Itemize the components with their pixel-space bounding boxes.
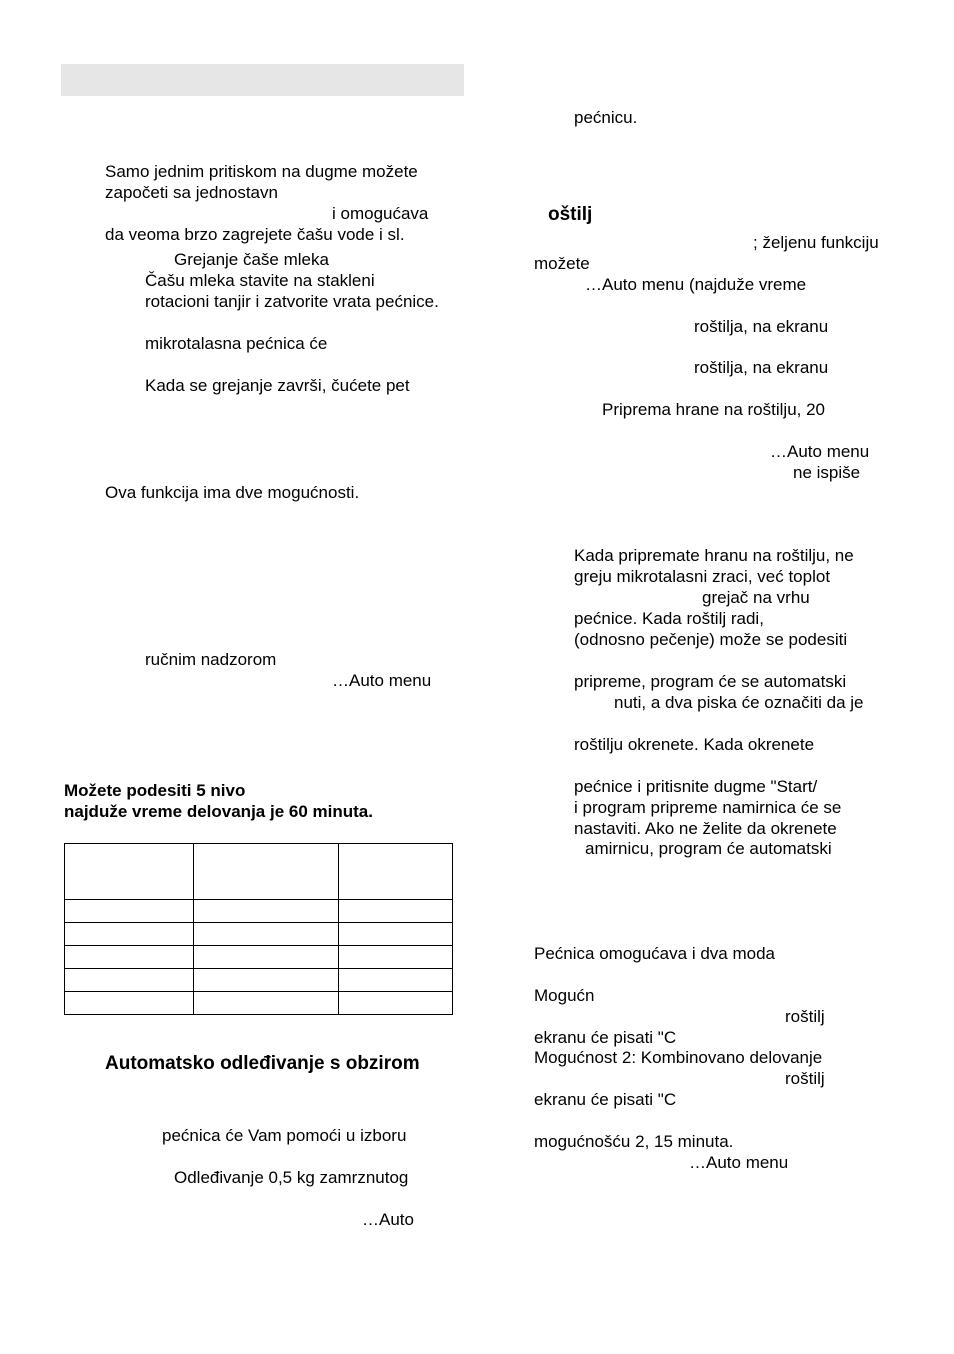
example-line-3: mikrotalasna pećnica će bbox=[145, 334, 328, 353]
section-header-bar bbox=[61, 64, 464, 96]
table-row bbox=[65, 946, 453, 969]
combo-line-9: …Auto menu bbox=[689, 1153, 789, 1172]
auto-menu-text: …Auto menu bbox=[332, 671, 432, 690]
grill-line-5: roštilja, na ekranu bbox=[694, 358, 829, 377]
grill-line-7: …Auto menu bbox=[770, 442, 870, 461]
combo-line-1: Pećnica omogućava i dva moda bbox=[534, 944, 775, 963]
note-line-11: nastaviti. Ako ne želite da okrenete bbox=[574, 819, 837, 838]
table-row bbox=[65, 923, 453, 946]
defrost-line-1: pećnica će Vam pomoći u izboru bbox=[162, 1126, 407, 1145]
note-line-9: pećnice i pritisnite dugme "Start/ bbox=[574, 777, 818, 796]
grill-line-2: možete bbox=[534, 254, 590, 273]
grill-heading: oštilj bbox=[548, 204, 593, 225]
example-line-2: rotacioni tanjir i zatvorite vrata pećnice. bbox=[145, 292, 439, 311]
table-row bbox=[65, 969, 453, 992]
grill-line-8: ne ispiše bbox=[793, 463, 861, 482]
power-levels-table bbox=[64, 843, 453, 1015]
defrost-line-2: Odleđivanje 0,5 kg zamrznutog bbox=[174, 1168, 409, 1187]
manual-text: ručnim nadzorom bbox=[145, 650, 277, 669]
table-header-row bbox=[65, 844, 453, 900]
defrost-heading: Automatsko odleđivanje s obzirom bbox=[105, 1053, 420, 1074]
combo-line-8: mogućnošću 2, 15 minuta. bbox=[534, 1132, 734, 1151]
note-line-5: (odnosno pečenje) može se podesiti bbox=[574, 630, 848, 649]
combo-line-5: Mogućnost 2: Kombinovano delovanje bbox=[534, 1048, 823, 1067]
intro-line-3: i omogućava bbox=[332, 204, 429, 223]
note-line-2: greju mikrotalasni zraci, već toplot bbox=[574, 567, 831, 586]
table-row bbox=[65, 992, 453, 1015]
note-line-6: pripreme, program će se automatski bbox=[574, 672, 847, 691]
combo-line-4: ekranu će pisati "C bbox=[534, 1028, 677, 1047]
defrost-line-3: …Auto bbox=[362, 1210, 414, 1229]
power-levels-line-1: Možete podesiti 5 nivo bbox=[64, 781, 246, 800]
power-levels-line-2: najduže vreme delovanja je 60 minuta. bbox=[64, 802, 373, 821]
intro-line-4: da veoma brzo zagrejete čašu vode i sl. bbox=[105, 225, 405, 244]
continued-text: pećnicu. bbox=[574, 108, 638, 127]
intro-line-1: Samo jednim pritiskom na dugme možete bbox=[105, 162, 418, 181]
note-line-12: amirnicu, program će automatski bbox=[585, 839, 832, 858]
example-label: Grejanje čaše mleka bbox=[174, 250, 329, 269]
intro-line-2: započeti sa jednostavn bbox=[105, 183, 278, 202]
example-line-4: Kada se grejanje završi, čućete pet bbox=[145, 376, 410, 395]
combo-line-6: roštilj bbox=[785, 1069, 825, 1088]
grill-line-6: Priprema hrane na roštilju, 20 bbox=[602, 400, 826, 419]
options-text: Ova funkcija ima dve mogućnosti. bbox=[105, 483, 360, 502]
combo-line-3: roštilj bbox=[785, 1007, 825, 1026]
example-line-1: Čašu mleka stavite na stakleni bbox=[145, 271, 375, 290]
table-row bbox=[65, 900, 453, 923]
note-line-4: pećnice. Kada roštilj radi, bbox=[574, 609, 764, 628]
note-line-7: nuti, a dva piska će označiti da je bbox=[614, 693, 864, 712]
note-line-3: grejač na vrhu bbox=[702, 588, 810, 607]
note-line-10: i program pripreme namirnica će se bbox=[574, 798, 842, 817]
note-line-1: Kada pripremate hranu na roštilju, ne bbox=[574, 546, 854, 565]
note-line-8: roštilju okrenete. Kada okrenete bbox=[574, 735, 815, 754]
grill-line-4: roštilja, na ekranu bbox=[694, 317, 829, 336]
grill-line-3: …Auto menu (najduže vreme bbox=[585, 275, 807, 294]
combo-line-2: Mogućn bbox=[534, 986, 595, 1005]
grill-line-1: ; željenu funkciju bbox=[753, 233, 879, 252]
combo-line-7: ekranu će pisati "C bbox=[534, 1090, 677, 1109]
